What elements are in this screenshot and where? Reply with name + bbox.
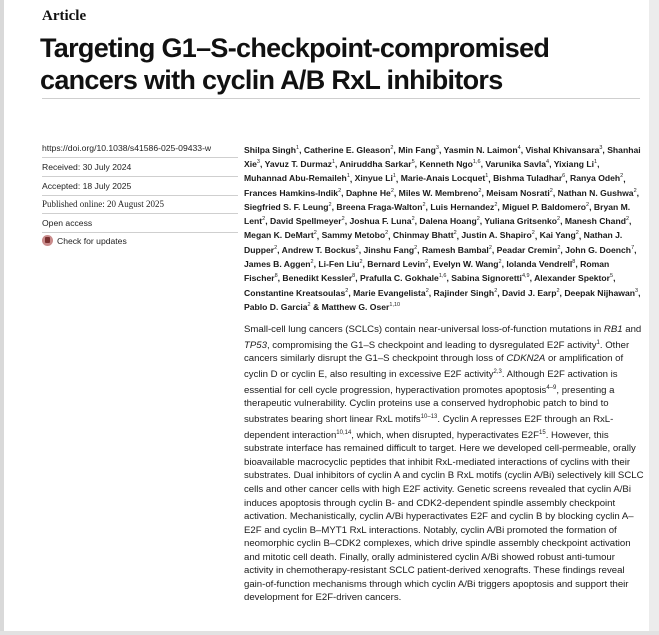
author-name: Bryan M. Lent$^2$ xyxy=(244,201,631,227)
author-name: Aniruddha Sarkar$^5$ xyxy=(339,159,415,170)
author-name: Rajinder Singh$^2$ xyxy=(433,287,498,298)
author-name: Chinmay Bhatt$^2$ xyxy=(392,230,457,241)
author-name: Li-Fen Liu$^2$ xyxy=(318,258,363,269)
author-list: Shilpa Singh$^1$, Catherine E. Gleason$^2$, Min Fang$^3$, Yasmin N. Laimon$^4$, Vishal Khivansara$^3$, Shanhai Xie$^3$, Yavuz T. Durmaz$^1$, Aniruddha Sarkar$^5$, Kenneth Ngo$^{1,6}$, Varunika Savla$^4$, Yixiang Li$^1$, Muhannad Abu-Remaileh$^1$, Xinyue Li$^1$, Marie-Anais Locquet$^1$, Bishma Tuladhar$^6$, Ranya Odeh$^2$, Frances Hamkins-Indik$^2$, Daphne He$^2$, Miles W. Membreno$^2$, Meisam Nosrati$^2$, Nathan N. Gushwa$^2$, Siegfried S. F. Leung$^2$, Breena Fraga-Walton$^2$, Luis Hernandez$^2$, Miguel P. Baldomero$^2$, Bryan M. Lent$^2$, David Spellmeyer$^2$, Joshua F. Luna$^2$, Dalena Hoang$^2$, Yuliana Gritsenko$^2$, Manesh Chand$^2$, Megan K. DeMart$^2$, Sammy Metobo$^2$, Chinmay Bhatt$^2$, Justin A. Shapiro$^2$, Kai Yang$^2$, Nathan J. Dupper$^2$, Andrew T. Bockus$^2$, Jinshu Fang$^2$, Ramesh Bambal$^2$, Peadar Cremin$^2$, John G. Doench$^7$, James B. Aggen$^2$, Li-Fen Liu$^2$, Bernard Levin$^2$, Evelyn W. Wang$^2$, Iolanda Vendrell$^8$, Roman Fischer$^8$, Benedikt Kessler$^8$, Prafulla C. Gokhale$^{1,6}$, Sabina Signoretti$^{4,9}$, Alexander Spektor$^5$, Constantine Kreatsoulas$^2$, Marie Evangelista$^2$, Rajinder Singh$^2$, David J. Earp$^2$, Deepak Nijhawan$^3$, Pablo D. Garcia$^2$ & Matthew G. Oser$^{1,10}$ xyxy=(244,144,641,312)
author-name: Pablo D. Garcia$^2$ & Matthew G. Oser$^{1,10}$ xyxy=(244,301,401,312)
author-name: Manesh Chand$^2$ xyxy=(564,216,630,227)
author-name: Siegfried S. F. Leung$^2$ xyxy=(244,201,332,212)
scrollbar-track[interactable] xyxy=(649,0,659,635)
author-name: Bishma Tuladhar$^6$ xyxy=(493,173,566,184)
author-name: Alexander Spektor$^5$ xyxy=(534,273,614,284)
author-name: Bernard Levin$^2$ xyxy=(367,258,429,269)
check-for-updates-button[interactable] xyxy=(42,235,242,246)
author-name: Deepak Nijhawan$^3$ xyxy=(564,287,639,298)
author-name: Joshua F. Luna$^2$ xyxy=(349,216,415,227)
author-name: Daphne He$^2$ xyxy=(345,187,394,198)
author-name: Miguel P. Baldomero$^2$ xyxy=(502,201,590,212)
author-name: Varunika Savla$^4$ xyxy=(485,159,550,170)
author-name: Frances Hamkins-Indik$^2$ xyxy=(244,187,342,198)
author-name: Marie-Anais Locquet$^1$ xyxy=(400,173,489,184)
author-name: Benedikt Kessler$^8$ xyxy=(282,273,356,284)
author-name: Min Fang$^3$ xyxy=(398,144,439,155)
author-name: Sammy Metobo$^2$ xyxy=(321,230,389,241)
author-name: John G. Doench$^7$ xyxy=(565,244,635,255)
check-for-updates-label: Check for updates xyxy=(57,235,127,246)
author-name: David J. Earp$^2$ xyxy=(502,287,560,298)
author-name: Constantine Kreatsoulas$^2$ xyxy=(244,287,349,298)
author-name: Ranya Odeh$^2$ xyxy=(570,173,624,184)
author-name: Sabina Signoretti$^{4,9}$ xyxy=(451,273,530,284)
author-name: Dalena Hoang$^2$ xyxy=(419,216,480,227)
author-name: Jinshu Fang$^2$ xyxy=(363,244,418,255)
title-divider xyxy=(42,98,640,99)
author-name: Kenneth Ngo$^{1,6}$ xyxy=(419,159,481,170)
meta-divider xyxy=(42,195,238,196)
abstract: Small-cell lung cancers (SCLCs) contain near-universal loss-of-function mutations in RB1 and TP53, compromising the G1–S checkpoint and leading to dysregulated E2F activity$^1$. Other cancers similarly disrupt the G1–S checkpoint through loss of CDKN2A or amplification of cyclin D or cyclin E, also resulting in excessive E2F activity$^{2,3}$. Although E2F activation is essential for cell cycle progression, hyperactivation promotes apoptosis$^{4-9}$, presenting a therapeutic vulnerability. Cyclin proteins use a conserved hydrophobic patch to bind to substrates bearing short linear RxL motifs$^{10-13}$. Cyclin A represses E2F through an RxL-dependent interaction$^{10,14}$, which, when disrupted, hyperactivates $E2F^{15}$. However, this substrate interface has remained difficult to target. Here we developed cell-permeable, orally bioavailable macrocyclic peptides that inhibit RxL-mediated interactions of cyclins with their substrates. Dual inhibitors of cyclin A and cyclin B RxL motifs (cyclin A/Bi) selectively kill SCLC cells and other cancer cells with high E2F activity. Genetic screens revealed that cyclin A/Bi induces apoptosis through cyclin B- and CDK2-dependent spindle assembly checkpoint activation. Mechanistically, cyclin A/Bi hyperactivates E2F and cyclin B by blocking cyclin A–E2F and cyclin B–MYT1 RxL interactions. Notably, cyclin A/Bi promoted the formation of neomorphic cyclin B–CDK2 complexes, which drive spindle assembly checkpoint activation and mitotic cell death. Finally, orally administered cyclin A/Bi showed robust anti-tumour activity in chemotherapy-resistant SCLC patient-derived xenografts. These findings reveal gain-of-function mechanisms through which cyclin A/Bi triggers apoptosis and support their development for E2F-driven cancers. xyxy=(244,324,644,604)
accepted-date: Accepted: 18 July 2025 xyxy=(42,181,132,191)
author-name: Marie Evangelista$^2$ xyxy=(353,287,429,298)
open-access-label: Open access xyxy=(42,218,93,228)
paper-title: Targeting G1–S-checkpoint-compromised cancers with cyclin A/B RxL inhibitors xyxy=(40,33,550,95)
published-date: Published online: 20 August 2025 xyxy=(42,199,165,209)
author-name: Nathan J. Dupper$^2$ xyxy=(244,230,623,255)
author-name: Justin A. Shapiro$^2$ xyxy=(461,230,535,241)
author-name: Shilpa Singh$^1$ xyxy=(244,144,300,155)
author-name: Shanhai Xie$^3$ xyxy=(244,144,641,170)
author-name: Iolanda Vendrell$^8$ xyxy=(506,258,576,269)
author-name: James B. Aggen$^2$ xyxy=(244,258,314,269)
author-name: Yuliana Gritsenko$^2$ xyxy=(484,216,561,227)
author-name: Miles W. Membreno$^2$ xyxy=(398,187,482,198)
author-name: Xinyue Li$^1$ xyxy=(354,173,396,184)
article-type-label: Article xyxy=(42,8,87,24)
author-name: Yasmin N. Laimon$^4$ xyxy=(443,144,521,155)
author-name: Muhannad Abu-Remaileh$^1$ xyxy=(244,173,350,184)
author-name: David Spellmeyer$^2$ xyxy=(269,216,345,227)
author-name: Megan K. DeMart$^2$ xyxy=(244,230,317,241)
author-name: Andrew T. Bockus$^2$ xyxy=(281,244,359,255)
author-name: Luis Hernandez$^2$ xyxy=(430,201,498,212)
window-left-edge xyxy=(0,0,4,635)
author-name: Meisam Nosrati$^2$ xyxy=(486,187,553,198)
window-bottom-edge xyxy=(0,631,659,635)
meta-divider xyxy=(42,157,238,158)
meta-divider xyxy=(42,213,238,214)
author-name: Catherine E. Gleason$^2$ xyxy=(303,144,394,155)
author-name: Vishal Khivansara$^3$ xyxy=(525,144,603,155)
received-date: Received: 30 July 2024 xyxy=(42,162,132,172)
meta-divider xyxy=(42,232,238,233)
author-name: Breena Fraga-Walton$^2$ xyxy=(336,201,426,212)
author-name: Prafulla C. Gokhale$^{1,6}$ xyxy=(360,273,447,284)
author-name: Evelyn W. Wang$^2$ xyxy=(432,258,502,269)
author-name: Nathan N. Gushwa$^2$ xyxy=(557,187,637,198)
author-name: Yixiang Li$^1$ xyxy=(553,159,598,170)
author-name: Peadar Cremin$^2$ xyxy=(496,244,561,255)
doi-link[interactable]: https://doi.org/10.1038/s41586-025-09433-w xyxy=(42,143,212,153)
meta-divider xyxy=(42,176,238,177)
author-name: Ramesh Bambal$^2$ xyxy=(421,244,492,255)
author-name: Kai Yang$^2$ xyxy=(539,230,579,241)
author-name: Yavuz T. Durmaz$^1$ xyxy=(264,159,335,170)
check-for-updates-icon xyxy=(42,235,53,246)
author-name: Roman Fischer$^8$ xyxy=(244,258,610,284)
